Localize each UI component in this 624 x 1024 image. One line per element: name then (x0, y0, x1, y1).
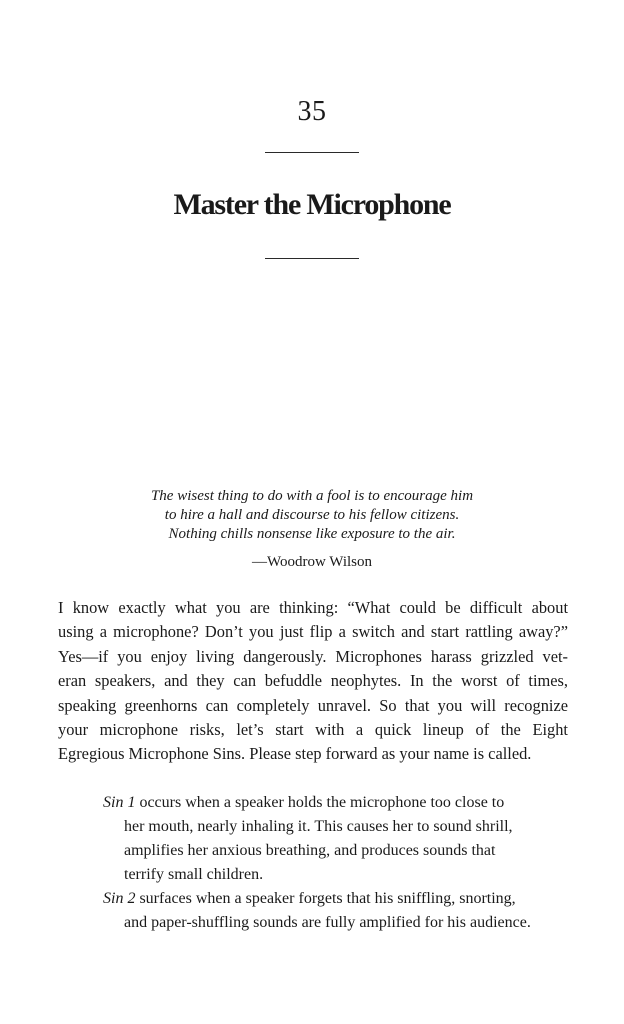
sin-continuation-line: amplifies her anxious breathing, and produces sounds that (124, 842, 496, 859)
sin-text: occurs when a speaker holds the microphone too close to (135, 794, 505, 811)
sin-continuation-line: terrify small children. (124, 866, 264, 883)
epigraph-attribution: —Woodrow Wilson (252, 554, 372, 570)
paragraph-line: using a microphone? Don’t you just flip a switch and start rattling away?” (58, 622, 568, 642)
chapter-number: 35 (297, 96, 327, 127)
top-rule (265, 152, 359, 153)
sin-label: Sin 1 (103, 794, 136, 811)
paragraph-line: I know exactly what you are thinking: “What could be difficult about (58, 598, 568, 617)
epigraph-line: Nothing chills nonsense like exposure to the air. (168, 526, 456, 542)
sin-first-line (103, 791, 573, 815)
sin-label: Sin 2 (103, 890, 136, 907)
paragraph-line: speaking greenhorns can completely unravel. So that you will recognize (58, 695, 568, 715)
epigraph (100, 487, 524, 544)
sin-item-2 (103, 887, 573, 935)
paragraph-line: Yes—if you enjoy living dangerously. Microphones harass grizzled vet- (58, 646, 568, 666)
sin-continuation-line: and paper-shuffling sounds are fully amplified for his audience. (124, 914, 531, 931)
bottom-rule (265, 258, 359, 259)
epigraph-line: to hire a hall and discourse to his fellow citizens. (164, 507, 460, 523)
body-paragraph (58, 596, 568, 767)
sin-item-1 (103, 791, 573, 887)
sin-first-line (103, 887, 573, 911)
paragraph-line: eran speakers, and they can befuddle neophytes. In the worst of times, (58, 671, 568, 691)
paragraph-line: Egregious Microphone Sins. Please step forward as your name is called. (58, 744, 532, 764)
sin-list (103, 791, 573, 935)
epigraph-line: The wisest thing to do with a fool is to encourage him (150, 488, 474, 504)
paragraph-line: your microphone risks, let’s start with a quick lineup of the Eight (58, 720, 568, 740)
sin-continuation-line: her mouth, nearly inhaling it. This causes her to sound shrill, (124, 818, 513, 835)
sin-text: surfaces when a speaker forgets that his sniffling, snorting, (135, 890, 516, 907)
chapter-title: Master the Microphone (173, 188, 451, 221)
